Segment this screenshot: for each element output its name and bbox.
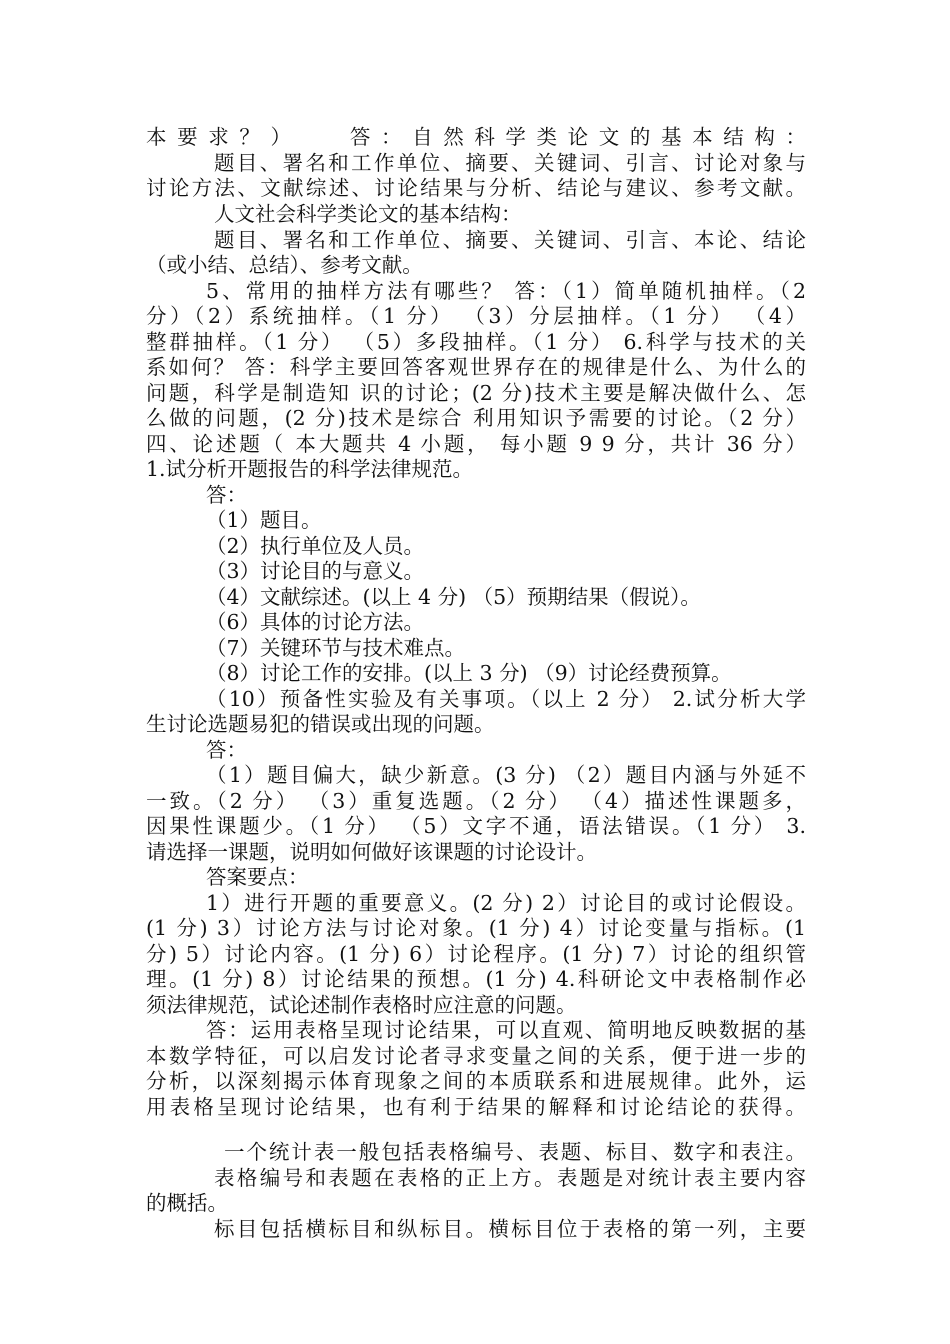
text-line: 理。(1 分) 8）讨论结果的预想。(1 分) 4.科研论文中表格制作必 <box>146 967 806 991</box>
text-line: 四、论述题（ 本大题共 4 小题， 每小题 9 9 分，共计 36 分） <box>146 432 806 456</box>
text-line: 因果性课题少。（1 分） （5）文字不通，语法错误。（1 分） 3. <box>146 814 806 838</box>
text-line: 标目包括横标目和纵标目。横标目位于表格的第一列，主要 <box>214 1217 806 1241</box>
text-line: 1.试分析开题报告的科学法律规范。 <box>146 457 474 481</box>
text-line: 请选择一课题，说明如何做好该课题的讨论设计。 <box>146 840 597 864</box>
text-line: 人文社会科学类论文的基本结构： <box>214 202 522 226</box>
text-line: 本要求？） 答：自然科学类论文的基本结构： <box>146 125 806 149</box>
text-line: 答：运用表格呈现讨论结果，可以直观、简明地反映数据的基 <box>206 1018 806 1042</box>
text-line: 本数学特征，可以启发讨论者寻求变量之间的关系，便于进一步的 <box>146 1044 806 1068</box>
text-line: （或小结、总结）、参考文献。 <box>146 253 423 277</box>
text-line: 么做的问题，(2 分)技术是综合 利用知识予需要的讨论。（2 分） <box>146 406 806 430</box>
text-line: (1 分) 3）讨论方法与讨论对象。(1 分) 4）讨论变量与指标。(1 <box>146 916 806 940</box>
text-line: 须法律规范，试论述制作表格时应注意的问题。 <box>146 993 577 1017</box>
text-line: （7）关键环节与技术难点。 <box>206 636 466 660</box>
text-line: 系如何？ 答：科学主要回答客观世界存在的规律是什么、为什么的 <box>146 355 806 379</box>
text-line: 答： <box>206 483 247 507</box>
text-line: （1）题目。 <box>206 508 322 532</box>
text-line: （8）讨论工作的安排。(以上 3 分) （9）讨论经费预算。 <box>206 661 732 685</box>
text-line: 1）进行开题的重要意义。(2 分) 2）讨论目的或讨论假设。 <box>206 891 806 915</box>
text-line: 答案要点： <box>206 865 309 889</box>
text-line: 的概括。 <box>146 1191 228 1215</box>
text-line: 题目、署名和工作单位、摘要、关键词、引言、本论、结论 <box>214 228 806 252</box>
text-line: 5、常用的抽样方法有哪些？ 答：（1）简单随机抽样。（2 <box>206 279 806 303</box>
text-line: 讨论方法、文献综述、讨论结果与分析、结论与建议、参考文献。 <box>146 176 806 200</box>
text-line: （6）具体的讨论方法。 <box>206 610 425 634</box>
text-line: 答： <box>206 738 247 762</box>
text-line: 题目、署名和工作单位、摘要、关键词、引言、讨论对象与 <box>214 151 806 175</box>
text-line: 分析，以深刻揭示体育现象之间的本质联系和进展规律。此外，运 <box>146 1069 806 1093</box>
text-line: 问题，科学是制造知 识的讨论；(2 分)技术主要是解决做什么、怎 <box>146 381 806 405</box>
text-line: （10）预备性实验及有关事项。（以上 2 分） 2.试分析大学 <box>206 687 806 711</box>
text-line: 生讨论选题易犯的错误或出现的问题。 <box>146 712 495 736</box>
text-line: （1）题目偏大，缺少新意。(3 分) （2）题目内涵与外延不 <box>206 763 806 787</box>
text-line: （3）讨论目的与意义。 <box>206 559 425 583</box>
text-line: 表格编号和表题在表格的正上方。表题是对统计表主要内容 <box>214 1166 806 1190</box>
text-line: （4）文献综述。(以上 4 分) （5）预期结果（假说）。 <box>206 585 701 609</box>
text-line: 整群抽样。（1 分） （5）多段抽样。（1 分） 6.科学与技术的关 <box>146 330 806 354</box>
text-line: 分）（2）系统抽样。（1 分） （3）分层抽样。（1 分） （4） <box>146 304 806 328</box>
text-line: 分) 5）讨论内容。(1 分) 6）讨论程序。(1 分) 7）讨论的组织管 <box>146 942 806 966</box>
text-line: 一致。（2 分） （3）重复选题。（2 分） （4）描述性课题多， <box>146 789 806 813</box>
text-line: （2）执行单位及人员。 <box>206 534 425 558</box>
text-line: 用表格呈现讨论结果，也有利于结果的解释和讨论结论的获得。 <box>146 1095 806 1119</box>
text-line: 一个统计表一般包括表格编号、表题、标目、数字和表注。 <box>224 1140 806 1164</box>
